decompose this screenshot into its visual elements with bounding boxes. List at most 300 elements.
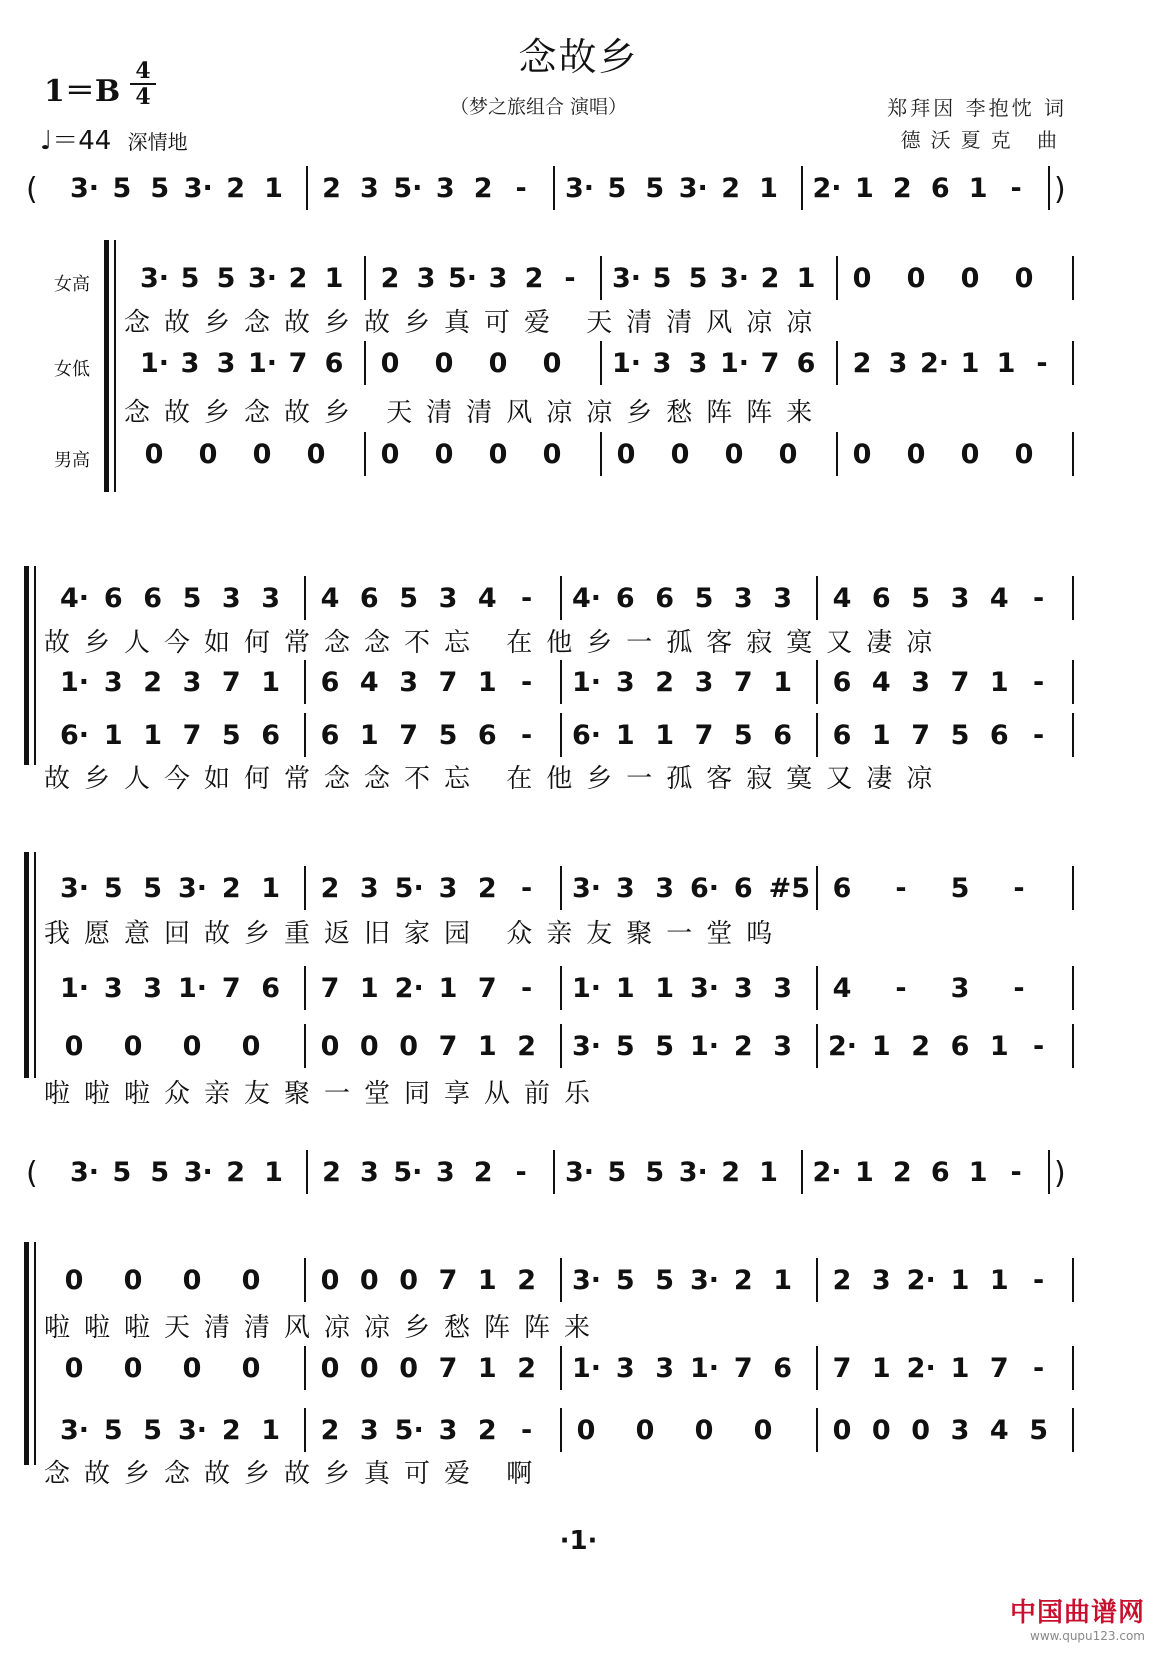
note: - (515, 173, 527, 204)
note: 5 (655, 1265, 675, 1296)
note: 3 (615, 667, 635, 698)
lyric-line: 啦啦啦天清清风凉凉乡愁阵阵来 (44, 1313, 605, 1343)
note: 0 (1014, 439, 1034, 470)
note: - (1010, 1157, 1022, 1188)
note: 0 (64, 1353, 84, 1384)
note: 7 (438, 1265, 458, 1296)
note: - (515, 1157, 527, 1188)
note: 6 (615, 583, 635, 614)
note: 1 (477, 1265, 497, 1296)
note: 3· (690, 973, 720, 1004)
note: 2· (812, 1157, 842, 1188)
note: 3· (60, 873, 90, 904)
note: 1· (612, 348, 642, 379)
note: 2 (143, 667, 163, 698)
note: 0 (380, 348, 400, 379)
barline (1072, 256, 1074, 300)
note: 3 (435, 1157, 455, 1188)
note: 1 (615, 973, 635, 1004)
note: 2 (226, 173, 246, 204)
barline (1072, 576, 1074, 620)
barline (364, 256, 366, 300)
note: 1· (60, 667, 90, 698)
repeat-close-paren: ) (1054, 172, 1066, 207)
barline (1072, 341, 1074, 385)
note: 3 (773, 583, 793, 614)
note: 2 (221, 1415, 241, 1446)
note: 2 (852, 348, 872, 379)
note: 2· (828, 1031, 858, 1062)
lyric-line: 念故乡念故乡故乡真可爱 啊 (44, 1459, 547, 1489)
note: 2· (906, 1265, 936, 1296)
note: 0 (241, 1353, 261, 1384)
barline (306, 166, 308, 210)
note: 6 (989, 720, 1009, 751)
note: 3 (688, 348, 708, 379)
barline (816, 660, 818, 704)
note: 7 (477, 973, 497, 1004)
note: 2 (320, 873, 340, 904)
note: 1 (655, 720, 675, 751)
note: 5 (655, 1031, 675, 1062)
note: - (521, 583, 533, 614)
note: 3 (360, 173, 379, 204)
note: 6 (871, 583, 891, 614)
note: 0 (359, 1265, 379, 1296)
note: 0 (320, 1265, 340, 1296)
note: 0 (670, 439, 690, 470)
note: 1 (359, 973, 379, 1004)
note: 1 (773, 1265, 793, 1296)
note: 1· (178, 973, 208, 1004)
note: 0 (434, 439, 454, 470)
note: 2· (394, 973, 424, 1004)
note: - (521, 1415, 533, 1446)
note: 6 (930, 1157, 950, 1188)
note: 6 (832, 720, 852, 751)
note: 0 (123, 1353, 143, 1384)
note: 1 (103, 720, 123, 751)
note: 2 (517, 1031, 537, 1062)
note: 0 (64, 1031, 84, 1062)
note: 0 (871, 1415, 891, 1446)
note: 3 (652, 348, 672, 379)
note: 3· (183, 173, 213, 204)
note: 3 (359, 1415, 379, 1446)
voice-label: 女高 (54, 274, 90, 295)
note: 4 (359, 667, 379, 698)
note: 1 (759, 1157, 778, 1188)
barline (801, 166, 803, 210)
note: 7 (911, 720, 931, 751)
barline (816, 576, 818, 620)
barline (560, 576, 562, 620)
note: 5 (911, 583, 931, 614)
barline (1072, 713, 1074, 757)
tempo-value: ♩＝44 (40, 126, 112, 156)
note: 5 (399, 583, 419, 614)
note: 1 (261, 873, 281, 904)
note: 1· (690, 1031, 720, 1062)
note: #5 (768, 873, 811, 904)
note: 3 (216, 348, 236, 379)
note: 3 (615, 873, 635, 904)
note: 3 (182, 667, 202, 698)
note: 1· (572, 973, 602, 1004)
note: 3 (438, 583, 458, 614)
note: 4· (60, 583, 90, 614)
note: 1 (968, 1157, 988, 1188)
lyric-line: 故乡人今如何常念念不忘 在他乡一孤客寂寞又凄凉 (44, 764, 947, 794)
note: 1· (60, 973, 90, 1004)
barline (1072, 866, 1074, 910)
song-title: 念故乡 (518, 35, 639, 79)
note: 2 (320, 1415, 340, 1446)
note: 6 (103, 583, 123, 614)
note: 7 (438, 1353, 458, 1384)
note: 2 (226, 1157, 246, 1188)
note: 2 (655, 667, 675, 698)
performer-credit: （梦之旅组合 演唱） (450, 96, 628, 118)
note: 1· (572, 1353, 602, 1384)
note: - (521, 720, 533, 751)
note: 1 (871, 1031, 891, 1062)
note: 3· (60, 1415, 90, 1446)
lyric-line: 念故乡念故乡故乡真可爱 天清清风凉凉 (124, 308, 827, 338)
note: 1 (143, 720, 163, 751)
note: 3· (70, 1157, 100, 1188)
note: 1 (773, 667, 793, 698)
note: 5· (394, 873, 424, 904)
note: - (521, 873, 533, 904)
system-left-bar (114, 240, 116, 492)
barline (600, 256, 602, 300)
note: 1 (871, 720, 891, 751)
system-brace (24, 1242, 29, 1465)
barline (816, 966, 818, 1010)
barline (560, 660, 562, 704)
note: 1 (989, 1031, 1009, 1062)
note: 2 (832, 1265, 852, 1296)
note: 1 (996, 348, 1016, 379)
repeat-open-paren: ( (26, 172, 38, 207)
note: 3 (871, 1265, 891, 1296)
system-left-bar (34, 852, 36, 1078)
barline (364, 341, 366, 385)
note: 0 (359, 1353, 379, 1384)
note: 5 (607, 1157, 627, 1188)
note: 6 (143, 583, 163, 614)
note: 3· (565, 173, 595, 204)
voice-label: 女低 (54, 359, 90, 380)
barline (1048, 166, 1050, 210)
note: 7 (399, 720, 419, 751)
note: 3 (733, 973, 753, 1004)
note: 0 (380, 439, 400, 470)
note: 2 (733, 1265, 753, 1296)
barline (816, 1346, 818, 1390)
note: 0 (635, 1415, 655, 1446)
time-sig-top: 4 (135, 58, 151, 84)
barline (1072, 1258, 1074, 1302)
note: 3· (572, 1265, 602, 1296)
barline (816, 1408, 818, 1452)
note: 5 (112, 173, 132, 204)
note: 5· (394, 1415, 424, 1446)
note: 3 (773, 973, 793, 1004)
note: 3 (950, 1415, 970, 1446)
note: 6 (950, 1031, 970, 1062)
note: 5 (112, 1157, 132, 1188)
note: 5 (950, 720, 970, 751)
note: 1 (477, 667, 497, 698)
note: 7 (288, 348, 308, 379)
lyric-line: 我愿意回故乡重返旧家园 众亲友聚一堂呜 (44, 919, 787, 949)
note: 3 (950, 583, 970, 614)
note: 0 (542, 439, 562, 470)
note: 0 (182, 1031, 202, 1062)
note: 0 (488, 348, 508, 379)
note: 3 (694, 667, 714, 698)
note: 6 (832, 667, 852, 698)
note: 0 (252, 439, 272, 470)
note: 1 (950, 1353, 970, 1384)
note: 0 (488, 439, 508, 470)
note: 0 (753, 1415, 773, 1446)
barline (1072, 1024, 1074, 1068)
note: 6· (572, 720, 602, 751)
note: 3 (733, 583, 753, 614)
note: 1 (968, 173, 988, 204)
note: 1 (855, 1157, 874, 1188)
note: 1 (615, 720, 635, 751)
note: 0 (1014, 263, 1034, 294)
note: 0 (399, 1265, 419, 1296)
note: 7 (182, 720, 202, 751)
note: 0 (960, 263, 980, 294)
watermark-url: www.qupu123.com (1030, 1629, 1145, 1643)
note: 6 (832, 873, 852, 904)
note: 3 (416, 263, 436, 294)
note: 6· (690, 873, 720, 904)
note: 7 (733, 1353, 753, 1384)
note: 2· (920, 348, 950, 379)
note: 0 (724, 439, 744, 470)
note: 0 (832, 1415, 852, 1446)
note: 1 (261, 667, 281, 698)
watermark-logo (1010, 1592, 1145, 1643)
time-sig-bottom: 4 (135, 84, 151, 110)
note: 6 (324, 348, 344, 379)
note: 7 (760, 348, 780, 379)
note: 5 (182, 583, 202, 614)
barline (560, 866, 562, 910)
system-brace (24, 852, 29, 1078)
note: 4· (572, 583, 602, 614)
note: 4 (989, 583, 1009, 614)
note: 3 (143, 973, 163, 1004)
note: 1 (960, 348, 980, 379)
barline (1072, 1346, 1074, 1390)
note: 1· (140, 348, 170, 379)
note: 2 (288, 263, 308, 294)
note: 5 (615, 1031, 635, 1062)
note: 3 (221, 583, 241, 614)
note: 3 (438, 873, 458, 904)
barline (560, 966, 562, 1010)
note: 5 (143, 873, 163, 904)
note: 3 (435, 173, 455, 204)
note: - (564, 263, 576, 294)
note: 0 (64, 1265, 84, 1296)
note: 0 (906, 263, 926, 294)
note: 3 (888, 348, 908, 379)
barline (304, 576, 306, 620)
note: 3 (103, 973, 123, 1004)
note: - (1036, 348, 1048, 379)
note: 5 (150, 1157, 170, 1188)
barline (816, 1024, 818, 1068)
note: 1 (855, 173, 874, 204)
note: 0 (960, 439, 980, 470)
barline (816, 866, 818, 910)
note: 0 (399, 1353, 419, 1384)
note: 3· (565, 1157, 595, 1188)
note: 5 (180, 263, 200, 294)
note: 0 (320, 1031, 340, 1062)
note: 2 (721, 1157, 741, 1188)
note: 1 (261, 1415, 281, 1446)
note: 6· (60, 720, 90, 751)
note: 5· (393, 173, 423, 204)
note: 1 (989, 1265, 1009, 1296)
barline (364, 432, 366, 476)
note: 2 (721, 173, 741, 204)
note: 3· (612, 263, 642, 294)
note: 3 (488, 263, 508, 294)
note: 0 (852, 439, 872, 470)
note: 5 (950, 873, 970, 904)
note: 2 (473, 173, 493, 204)
note: 2 (517, 1353, 537, 1384)
barline (816, 713, 818, 757)
note: 2 (477, 873, 497, 904)
note: 5 (221, 720, 241, 751)
note: 4 (477, 583, 497, 614)
note: - (1013, 973, 1025, 1004)
note: 3· (183, 1157, 213, 1188)
note: 3· (678, 173, 708, 204)
note: 5 (438, 720, 458, 751)
note: 0 (359, 1031, 379, 1062)
note: 5 (694, 583, 714, 614)
note: - (521, 973, 533, 1004)
note: 3· (178, 1415, 208, 1446)
note: 3 (773, 1031, 793, 1062)
barline (304, 1258, 306, 1302)
barline (560, 1408, 562, 1452)
note: 5 (688, 263, 708, 294)
barline (553, 166, 555, 210)
note: - (1010, 173, 1022, 204)
barline (600, 432, 602, 476)
barline (304, 660, 306, 704)
barline (560, 1346, 562, 1390)
note: 1 (264, 1157, 283, 1188)
note: 0 (320, 1353, 340, 1384)
barline (304, 1408, 306, 1452)
note: 5 (607, 173, 627, 204)
barline (836, 256, 838, 300)
note: - (1033, 1353, 1045, 1384)
note: 3 (911, 667, 931, 698)
barline (560, 1024, 562, 1068)
note: 2 (473, 1157, 493, 1188)
note: 0 (911, 1415, 931, 1446)
barline (836, 432, 838, 476)
note: 1 (324, 263, 344, 294)
barline (1072, 660, 1074, 704)
barline (1048, 1150, 1050, 1194)
note: 7 (438, 667, 458, 698)
note: - (521, 667, 533, 698)
note: 2 (892, 1157, 912, 1188)
note: 3· (690, 1265, 720, 1296)
note: - (1033, 720, 1045, 751)
note: 5 (143, 1415, 163, 1446)
note: 4 (832, 973, 852, 1004)
note: 3 (359, 873, 379, 904)
note: 0 (306, 439, 326, 470)
note: 2 (760, 263, 780, 294)
note: 3 (180, 348, 200, 379)
lyric-line: 念故乡念故乡 天清清风凉凉乡愁阵阵来 (124, 398, 827, 428)
note: 2· (812, 173, 842, 204)
note: 6 (773, 720, 793, 751)
note: 3 (261, 583, 281, 614)
note: 0 (542, 348, 562, 379)
note: 5 (103, 873, 123, 904)
note: 1 (796, 263, 816, 294)
key-signature: 1＝B (44, 74, 121, 109)
barline (560, 1258, 562, 1302)
note: 5 (733, 720, 753, 751)
lyric-line: 啦啦啦众亲友聚一堂同享从前乐 (44, 1079, 605, 1109)
note: 1 (989, 667, 1009, 698)
repeat-open-paren: ( (26, 1156, 38, 1191)
note: 2 (477, 1415, 497, 1446)
barline (1072, 1408, 1074, 1452)
note: 5 (645, 173, 665, 204)
note: 3 (399, 667, 419, 698)
note: 6 (320, 720, 340, 751)
note: 2 (380, 263, 400, 294)
note: 6 (733, 873, 753, 904)
note: - (1033, 667, 1045, 698)
barline (836, 341, 838, 385)
barline (304, 713, 306, 757)
note: 0 (241, 1031, 261, 1062)
note: 5· (393, 1157, 423, 1188)
note: 0 (906, 439, 926, 470)
note: 6 (655, 583, 675, 614)
note: 5 (652, 263, 672, 294)
voice-label: 男高 (54, 450, 90, 471)
note: 2 (524, 263, 544, 294)
note: 3 (950, 973, 970, 1004)
note: 6 (261, 973, 281, 1004)
note: 7 (320, 973, 340, 1004)
